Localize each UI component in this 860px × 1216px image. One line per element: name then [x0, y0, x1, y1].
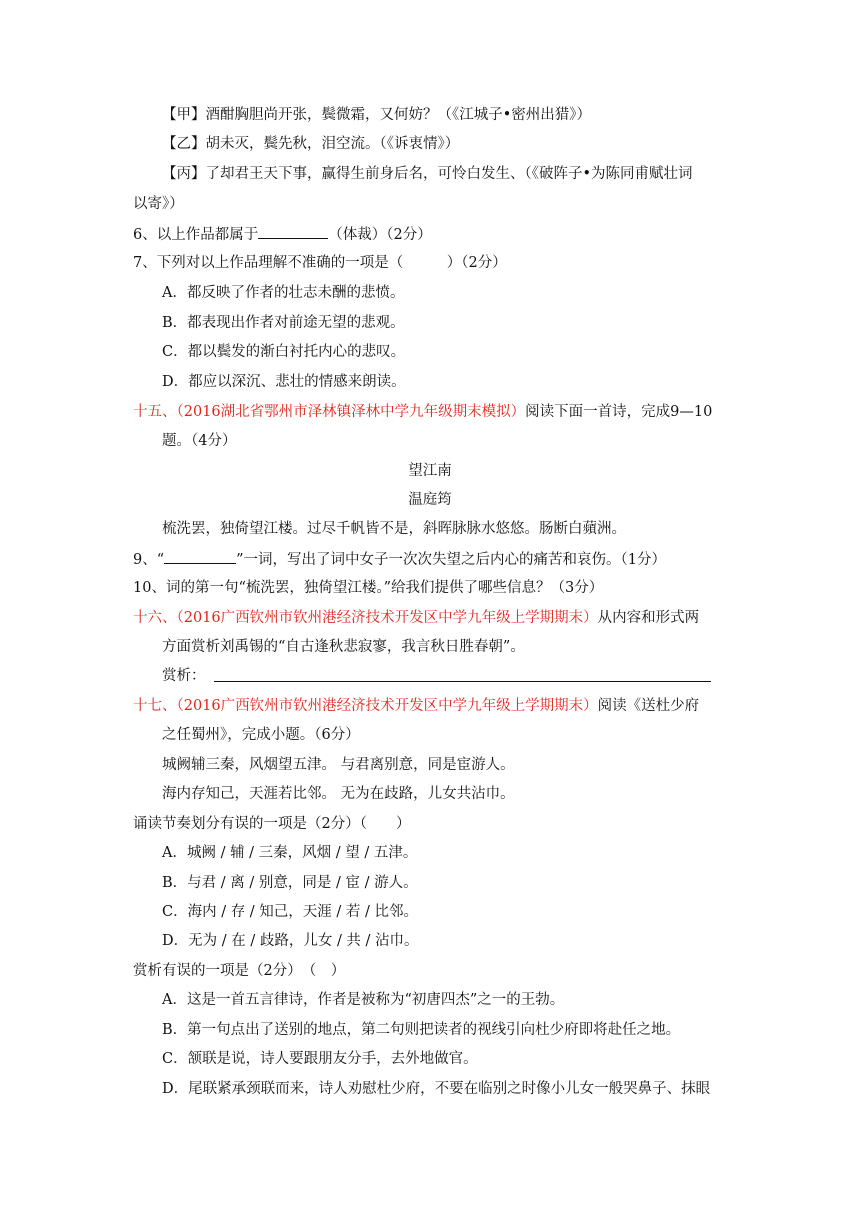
poem-yi-line: 【乙】胡未灭，鬓先秋，泪空流。（《诉衷情》） [162, 136, 460, 152]
question-a-option-d: D．无为 / 在 / 歧路，儿女 / 共 / 沾巾。 [162, 933, 419, 949]
poem-line-1: 城阙辅三秦，风烟望五津。 与君离别意，同是宦游人。 [162, 757, 515, 773]
question-6-prefix: 6、以上作品都属于 [133, 227, 259, 243]
question-7-stem: 7、下列对以上作品理解不准确的一项是（ ）（2分） [133, 255, 507, 271]
question-b-stem: 赏析有误的一项是（2分） （ ） [133, 963, 346, 979]
poem-line-2: 海内存知己，天涯若比邻。 无为在歧路，儿女共沾巾。 [162, 786, 515, 802]
question-9 [133, 549, 666, 570]
question-a-stem: 诵读节奏划分有误的一项是（2分）（ ） [133, 816, 411, 832]
question-7-option-b: B．都表现出作者对前途无望的悲观。 [162, 315, 405, 331]
section-15-number: 十五、 [133, 404, 177, 420]
question-7-option-c: C．都以鬓发的渐白衬托内心的悲叹。 [162, 344, 406, 360]
question-6-suffix: （体裁）（2分） [328, 227, 432, 243]
poem-bing-line-continued: 以寄》） [133, 196, 184, 212]
question-7-option-a: A．都反映了作者的壮志未酬的悲愤。 [162, 285, 405, 301]
poem-jia-line: 【甲】酒酣胸胆尚开张，鬓微霜，又何妨？（《江城子•密州出猎》） [162, 107, 592, 123]
section-16-instruction: 从内容和形式两 [597, 610, 700, 626]
section-17-instruction-continued: 之任蜀州》，完成小题。（6分） [162, 727, 360, 743]
answer-label: 赏析： [162, 668, 206, 684]
section-16-instruction-continued: 方面赏析刘禹锡的“自古逢秋悲寂寥，我言秋日胜春朝”。 [162, 639, 525, 655]
section-15-instruction-continued: 题。（4分） [162, 433, 237, 449]
poem-author: 温庭筠 [408, 492, 452, 508]
question-6-blank [258, 224, 328, 239]
answer-line [214, 680, 711, 682]
question-9-suffix: ”一词，写出了词中女子一次次失望之后内心的痛苦和哀伤。（1分） [236, 552, 667, 568]
section-15-heading [133, 402, 712, 422]
poem-title: 望江南 [408, 463, 452, 479]
question-6 [133, 224, 432, 245]
section-17-heading [133, 696, 699, 716]
question-a-option-c: C．海内 / 存 / 知己，天涯 / 若 / 比邻。 [162, 904, 419, 920]
question-a-option-b: B．与君 / 离 / 别意，同是 / 宦 / 游人。 [162, 875, 418, 891]
question-7-option-d: D．都应以深沉、悲壮的情感来朗读。 [162, 374, 406, 390]
question-9-blank [164, 549, 236, 564]
question-b-option-b: B．第一句点出了送别的地点，第二句则把读者的视线引向杜少府即将赴任之地。 [162, 1022, 681, 1038]
question-b-option-a: A．这是一首五言律诗，作者是被称为“初唐四杰”之一的王勃。 [162, 992, 565, 1008]
section-17-source: （2016广西钦州市钦州港经济技术开发区中学九年级上学期期末） [176, 698, 598, 714]
section-15-source: （2016湖北省鄂州市泽林镇泽林中学九年级期末模拟） [176, 404, 526, 420]
section-17-instruction: 阅读《送杜少府 [597, 698, 700, 714]
poem-body: 梳洗罢，独倚望江楼。过尽千帆皆不是，斜晖脉脉水悠悠。肠断白蘋洲。 [162, 521, 626, 537]
section-17-number: 十七、 [133, 698, 177, 714]
question-10: 10、词的第一句“梳洗罢，独倚望江楼。”给我们提供了哪些信息？（3分） [133, 580, 604, 596]
question-a-option-a: A．城阙 / 辅 / 三秦，风烟 / 望 / 五津。 [162, 845, 418, 861]
section-16-source: （2016广西钦州市钦州港经济技术开发区中学九年级上学期期末） [176, 610, 598, 626]
section-15-instruction: 阅读下面一首诗，完成9—10 [525, 404, 713, 420]
question-b-option-d: D．尾联紧承颈联而来，诗人劝慰杜少府，不要在临别之时像小儿女一般哭鼻子、抹眼 [162, 1081, 711, 1097]
question-9-prefix: 9、“ [133, 552, 165, 568]
section-16-heading [133, 608, 699, 628]
section-16-number: 十六、 [133, 610, 177, 626]
poem-bing-line: 【丙】了却君王天下事，赢得生前身后名，可怜白发生、（《破阵子•为陈同甫赋壮词 [162, 166, 693, 182]
question-b-option-c: C．颔联是说，诗人要跟朋友分手，去外地做官。 [162, 1051, 478, 1067]
